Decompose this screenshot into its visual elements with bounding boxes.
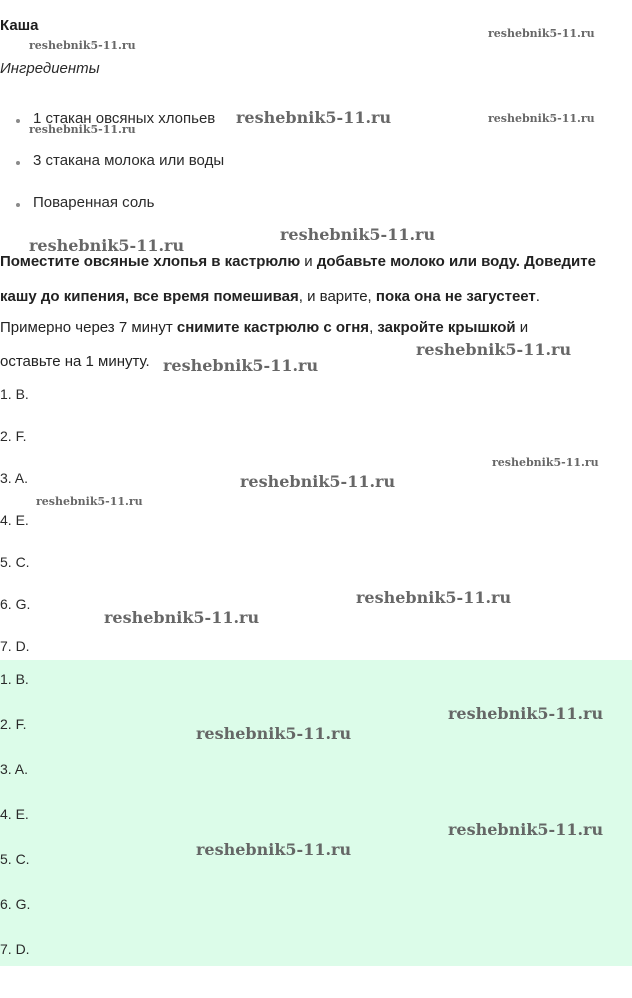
watermark: reshebnik5-11.ru	[36, 495, 143, 508]
watermark: reshebnik5-11.ru	[448, 820, 604, 839]
highlighted-answer-item: 1. B.	[0, 671, 29, 687]
highlighted-answer-item: 5. C.	[0, 851, 30, 867]
instruction-line	[0, 353, 150, 370]
watermark: reshebnik5-11.ru	[29, 39, 136, 52]
watermark: reshebnik5-11.ru	[416, 340, 572, 359]
watermark: reshebnik5-11.ru	[356, 588, 512, 607]
highlighted-answer-item: 2. F.	[0, 716, 27, 732]
watermark: reshebnik5-11.ru	[280, 225, 436, 244]
bullet	[16, 203, 20, 207]
instruction-line	[0, 288, 540, 305]
instruction-text: .	[535, 288, 540, 305]
instruction-emphasis: пока она не загустеет	[375, 288, 536, 305]
instruction-line	[0, 319, 528, 336]
highlighted-answer-item: 4. E.	[0, 806, 29, 822]
ingredient-item: Поваренная соль	[33, 194, 155, 211]
watermark: reshebnik5-11.ru	[196, 840, 352, 859]
instruction-emphasis: закройте крышкой	[377, 319, 516, 336]
highlighted-answer-item: 7. D.	[0, 941, 30, 957]
answer-item: 4. E.	[0, 512, 29, 528]
watermark: reshebnik5-11.ru	[163, 356, 319, 375]
watermark: reshebnik5-11.ru	[488, 27, 595, 40]
recipe-title: Каша	[0, 17, 39, 34]
instruction-text: оставьте на 1 минуту.	[0, 353, 150, 370]
watermark: reshebnik5-11.ru	[492, 456, 599, 469]
instruction-emphasis: снимите кастрюлю с огня	[176, 319, 370, 336]
instruction-emphasis: кашу до кипения, все время помешивая	[0, 288, 299, 305]
ingredient-item: 1 стакан овсяных хлопьев	[33, 110, 216, 127]
instruction-text: ,	[369, 319, 378, 336]
instruction-emphasis: Поместите овсяные хлопья в кастрюлю	[0, 253, 301, 270]
answer-item: 2. F.	[0, 428, 27, 444]
watermark: reshebnik5-11.ru	[240, 472, 396, 491]
highlighted-answer-item: 6. G.	[0, 896, 31, 912]
watermark: reshebnik5-11.ru	[488, 112, 595, 125]
answer-item: 7. D.	[0, 638, 30, 654]
watermark: reshebnik5-11.ru	[448, 704, 604, 723]
instruction-text: и	[515, 319, 529, 336]
watermark: reshebnik5-11.ru	[196, 724, 352, 743]
bullet	[16, 161, 20, 165]
answer-item: 5. C.	[0, 554, 30, 570]
instruction-text: Примерно через 7 минут	[0, 319, 177, 336]
answer-item: 1. B.	[0, 386, 29, 402]
ingredients-heading: Ингредиенты	[0, 60, 100, 77]
watermark: reshebnik5-11.ru	[29, 123, 136, 136]
watermark: reshebnik5-11.ru	[104, 608, 260, 627]
ingredient-item: 3 стакана молока или воды	[33, 152, 225, 169]
watermark: reshebnik5-11.ru	[29, 236, 185, 255]
bullet	[16, 119, 20, 123]
instruction-text: и	[300, 253, 317, 270]
watermark: reshebnik5-11.ru	[236, 108, 392, 127]
answer-item: 6. G.	[0, 596, 31, 612]
answer-item: 3. A.	[0, 470, 29, 486]
instruction-text: , и варите,	[298, 288, 376, 305]
highlighted-answer-item: 3. A.	[0, 761, 29, 777]
instruction-line	[0, 253, 596, 270]
instruction-emphasis: добавьте молоко или воду. Доведите	[316, 253, 596, 270]
